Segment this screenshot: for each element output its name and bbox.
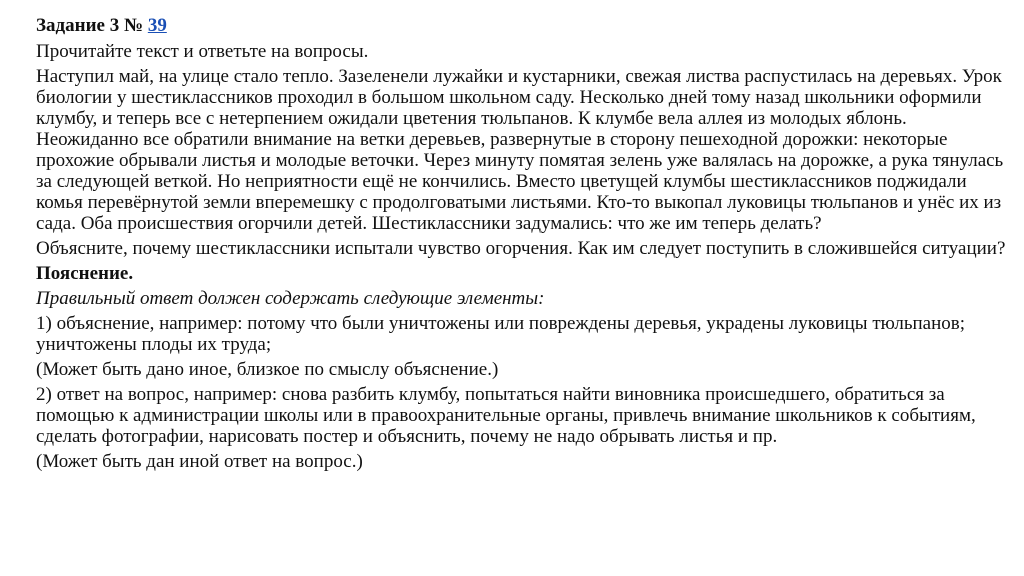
explanation-intro: Правильный ответ должен содержать следующие элементы:	[36, 288, 545, 309]
explanation-heading: Пояснение.	[36, 263, 134, 284]
answer-item-2: 2) ответ на вопрос, например: снова разбить клумбу, попытаться найти виновника происшедшего, обратиться за помощью к администрации школы или в правоохранительные органы, привлечь внимание школьников к событиям, сделать фотографии, нарисовать постер и объяснить, почему не надо обрывать листья и пр.	[36, 384, 976, 447]
story-text: Наступил май, на улице стало тепло. Зазеленели лужайки и кустарники, свежая листва распустилась на деревьях. Урок биологии у шестиклассников проходил в большом школьном саду. Несколько дней тому назад школьники оформили клумбу, и теперь все с нетерпением ожидали цветения тюльпанов. К клумбе вела аллея из молодых яблонь. Неожиданно все обратили внимание на ветки деревьев, развернутые в сторону пешеходной дорожки: некоторые прохожие обрывали листья и молодые веточки. Через минуту помятая зелень уже валялась на дорожке, а рука тянулась за следующей веткой. Но неприятности ещё не кончились. Вместо цветущей клумбы шестиклассников поджидали комья перевёрнутой земли вперемешку с продолговатыми листьями. Кто-то выкопал луковицы тюльпанов и унёс их из сада. Оба происшествия огорчили детей. Шестиклассники задумались: что же им теперь делать?	[36, 66, 1004, 234]
question-text: Объясните, почему шестиклассники испытали чувство огорчения. Как им следует поступить в сложившейся ситуации?	[36, 238, 1006, 259]
document-page	[36, 15, 1008, 476]
answer-item-1: 1) объяснение, например: потому что были уничтожены или повреждены деревья, украдены луковицы тюльпанов; уничтожены плоды их труда;	[36, 313, 966, 355]
task-title	[36, 15, 1008, 36]
answer-note-1: (Может быть дано иное, близкое по смыслу объяснение.)	[36, 359, 499, 380]
task-number-link[interactable]: 39	[147, 15, 167, 36]
instruction-text: Прочитайте текст и ответьте на вопросы.	[36, 41, 369, 62]
task-label: Задание 3 №	[36, 15, 148, 36]
answer-note-2: (Может быть дан иной ответ на вопрос.)	[36, 451, 363, 472]
